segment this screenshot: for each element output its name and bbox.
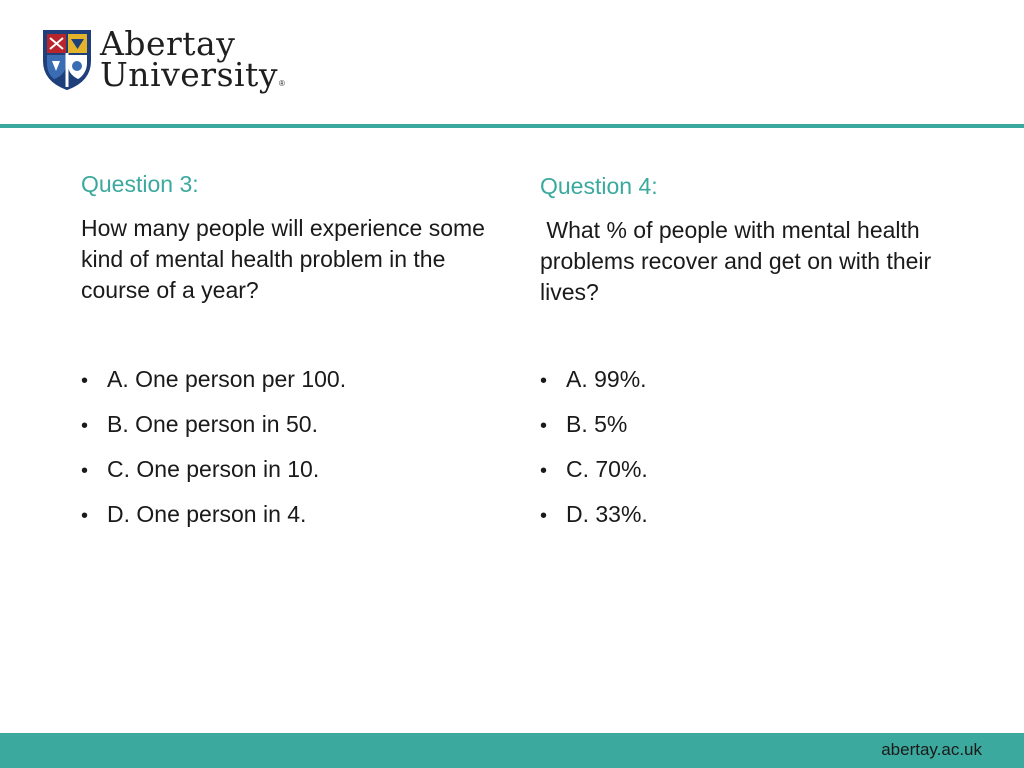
footer-bar <box>0 733 1024 768</box>
bullet-icon: • <box>81 460 89 482</box>
question-4-block <box>540 168 940 308</box>
answer-text: B. 5% <box>566 411 628 437</box>
question-3-text: How many people will experience some kind of mental health problem in the course of a year? <box>81 215 492 303</box>
university-wordmark <box>100 24 286 94</box>
answer-item <box>540 501 648 546</box>
answer-text: C. One person in 10. <box>107 456 320 482</box>
wordmark-line2-text: University <box>100 55 278 94</box>
footer-url: abertay.ac.uk <box>881 740 982 759</box>
question-4-title: Question 4: <box>540 173 658 199</box>
bullet-icon: • <box>540 460 548 482</box>
bullet-icon: • <box>81 505 89 527</box>
crest-icon <box>42 29 92 91</box>
answer-item <box>540 456 648 501</box>
answer-item <box>81 366 346 411</box>
bullet-icon: • <box>540 505 548 527</box>
question-4-text: What % of people with mental health problems recover and get on with their lives? <box>540 217 938 305</box>
answer-item <box>81 501 346 546</box>
header-divider <box>0 124 1024 128</box>
bullet-icon: • <box>540 370 548 392</box>
answer-text: B. One person in 50. <box>107 411 318 437</box>
answer-text: C. 70%. <box>566 456 648 482</box>
question-3-block <box>81 168 501 306</box>
answer-text: A. 99%. <box>566 366 647 392</box>
answer-item <box>81 411 346 456</box>
answer-text: A. One person per 100. <box>107 366 347 392</box>
registered-mark: ® <box>278 79 286 88</box>
bullet-icon: • <box>81 415 89 437</box>
question-3-title: Question 3: <box>81 171 199 197</box>
answer-text: D. One person in 4. <box>107 501 307 527</box>
answer-item <box>540 411 648 456</box>
answer-text: D. 33%. <box>566 501 648 527</box>
question-3-answers <box>81 366 346 546</box>
university-logo <box>42 24 286 94</box>
answer-item <box>81 456 346 501</box>
wordmark-line1: Abertay <box>100 24 236 63</box>
bullet-icon: • <box>540 415 548 437</box>
wordmark-line2 <box>100 55 286 94</box>
question-4-answers <box>540 366 648 546</box>
answer-item <box>540 366 648 411</box>
bullet-icon: • <box>81 370 89 392</box>
